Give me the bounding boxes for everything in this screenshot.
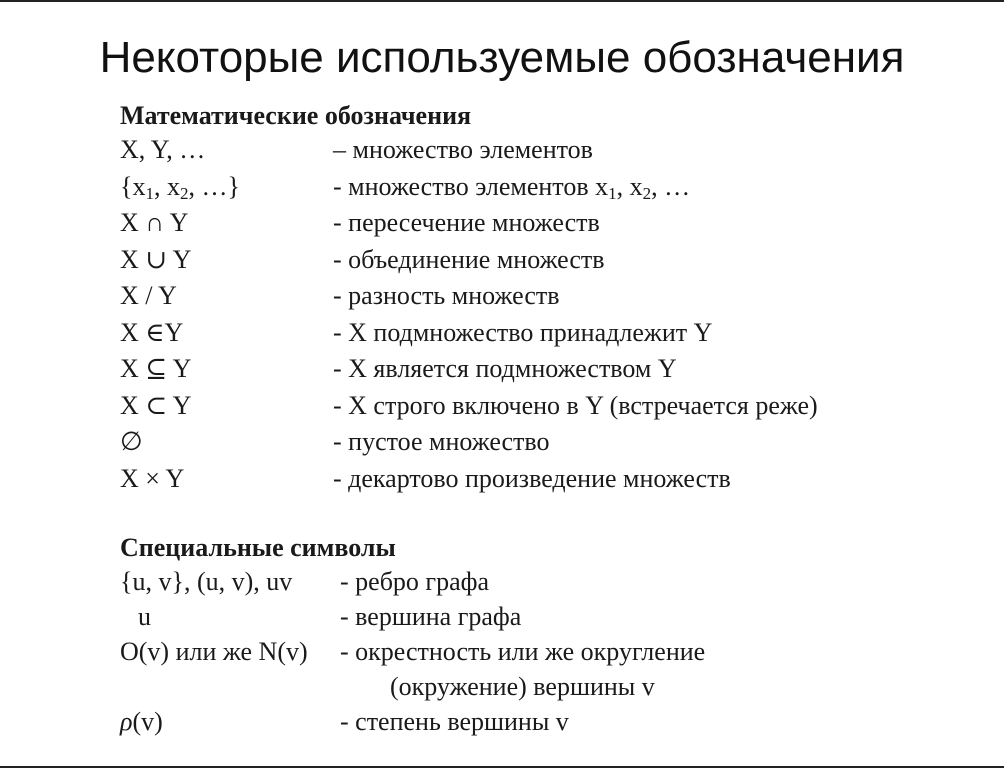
notation-description: - степень вершины v — [340, 707, 569, 736]
notation-description: (окружение) вершины v — [390, 672, 655, 701]
notation-row — [120, 278, 980, 315]
notation-row — [120, 461, 980, 498]
notation-row — [120, 599, 980, 634]
cartesian-product-symbol: X × Y — [120, 463, 185, 493]
notation-description: - пересечение множеств — [333, 208, 600, 237]
notation-row — [120, 704, 980, 739]
notation-content — [120, 100, 980, 739]
top-border — [0, 0, 1004, 2]
difference-symbol: X / Y — [120, 281, 177, 310]
notation-description: - объединение множеств — [333, 244, 605, 274]
notation-row — [120, 424, 980, 461]
slide-title: Некоторые используемые обозначения — [99, 33, 905, 82]
notation-row-continuation — [120, 669, 980, 704]
notation-description: - множество элементов $x_1$, $x_2$, … — [333, 171, 691, 203]
notation-description: - пустое множество — [333, 427, 550, 456]
edge-symbol: {u, v}, (u, v), uv — [120, 567, 293, 596]
notation-description: - окрестность или же округление — [340, 637, 706, 666]
notation-row — [120, 242, 980, 279]
math-section-heading: Математические обозначения — [120, 101, 472, 130]
neighborhood-symbol: O(v) или же N(v) — [120, 637, 308, 666]
notation-row — [120, 169, 980, 206]
subset-eq-symbol: X ⊆ Y — [120, 354, 192, 383]
proper-subset-symbol: X ⊂ Y — [120, 390, 192, 420]
notation-description: - вершина графа — [340, 602, 522, 631]
degree-symbol: ρ(v) — [120, 707, 163, 736]
notation-description: - X строго включено в Y (встречается реже) — [333, 390, 818, 420]
element-of-symbol: X ∈Y — [120, 317, 184, 347]
notation-description: - декартово произведение множеств — [333, 463, 731, 493]
math-notation-section — [120, 100, 980, 497]
special-symbols-section — [120, 532, 980, 739]
notation-symbol: {$x_1$, $x_2$, …} — [120, 171, 240, 203]
notation-description: - X подмножество принадлежит Y — [333, 317, 713, 347]
union-symbol: X ∪ Y — [120, 244, 192, 274]
notation-row — [120, 388, 980, 425]
notation-symbol: X, Y, … — [120, 135, 206, 164]
notation-description: – множество элементов — [333, 135, 593, 164]
notation-row — [120, 351, 980, 388]
notation-row — [120, 132, 980, 169]
empty-set-symbol: ∅ — [120, 427, 143, 456]
intersection-symbol: X ∩ Y — [120, 208, 189, 237]
vertex-symbol: u — [138, 602, 151, 631]
notation-row — [120, 315, 980, 352]
notation-description: - X является подмножеством Y — [333, 354, 677, 383]
notation-description: - ребро графа — [340, 567, 490, 596]
notation-row — [120, 634, 980, 669]
notation-row — [120, 205, 980, 242]
notation-row — [120, 564, 980, 599]
notation-description: - разность множеств — [333, 281, 560, 310]
special-section-heading: Специальные символы — [120, 533, 396, 562]
